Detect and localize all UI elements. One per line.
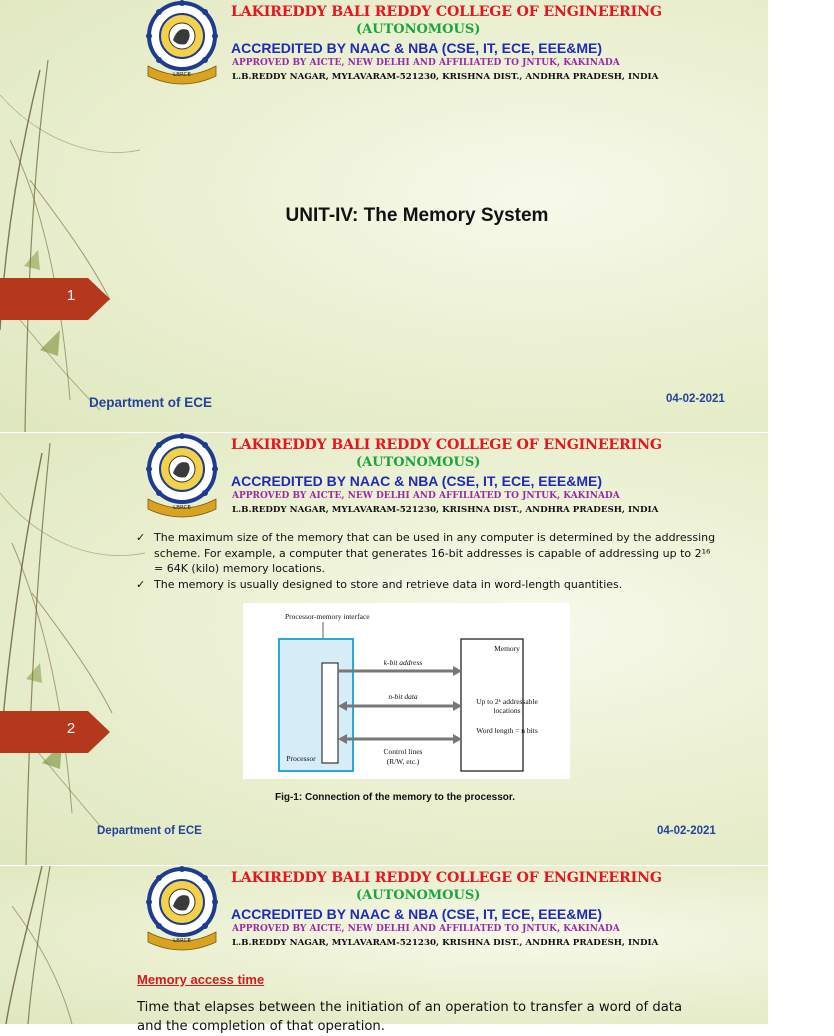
bullet-list: [136, 530, 720, 592]
bullet-item: ✓ The maximum size of the memory that can be used in any computer is determined by the addressing scheme. For example, a computer that generates 16-bit addresses is capable of addressing up to 2¹⁶ = 64K (kilo) memory locations.: [136, 531, 716, 575]
slide-3: [0, 866, 768, 1034]
section-body: Time that elapses between the initiation of an operation to transfer a word of data and the completion of that operation.: [137, 1000, 683, 1034]
svg-text:k-bit address: k-bit address: [383, 658, 423, 667]
slide-number-badge: [0, 711, 110, 751]
college-name: LAKIREDDY BALI REDDY COLLEGE OF ENGINEERING: [231, 4, 662, 20]
svg-text:Up to 2ᵏ addressable: Up to 2ᵏ addressable: [476, 697, 538, 706]
college-name: LAKIREDDY BALI REDDY COLLEGE OF ENGINEERING: [231, 437, 662, 453]
svg-text:locations: locations: [493, 706, 521, 715]
department-label: Department of ECE: [97, 825, 202, 837]
college-header: [142, 433, 742, 523]
checkmark-icon: ✓: [136, 577, 146, 591]
svg-text:Word length = n bits: Word length = n bits: [476, 726, 538, 735]
approval-line: APPROVED BY AICTE, NEW DELHI AND AFFILIATED TO JNTUK, KAKINADA: [232, 491, 620, 501]
decorative-branches: [0, 866, 150, 1024]
approval-line: APPROVED BY AICTE, NEW DELHI AND AFFILIATED TO JNTUK, KAKINADA: [232, 58, 620, 68]
accreditation-line: ACCREDITED BY NAAC & NBA (CSE, IT, ECE, EEE&ME): [231, 906, 603, 922]
slide-date: 04-02-2021: [666, 393, 725, 405]
svg-text:Control lines: Control lines: [383, 747, 423, 756]
slide-number: 1: [66, 287, 76, 304]
bullet-item: ✓ The memory is usually designed to store and retrieve data in word-length quantities.: [136, 577, 623, 591]
slide-number-badge: [0, 278, 110, 318]
svg-text:Processor-memory interface: Processor-memory interface: [285, 612, 370, 621]
svg-text:LBRCE: LBRCE: [173, 938, 191, 944]
svg-text:n-bit data: n-bit data: [388, 692, 418, 701]
svg-text:(R/W, etc.): (R/W, etc.): [386, 757, 420, 766]
slide-date: 04-02-2021: [657, 825, 716, 837]
slide-2: [0, 433, 768, 865]
college-name: LAKIREDDY BALI REDDY COLLEGE OF ENGINEERING: [231, 870, 662, 886]
autonomous-label: (AUTONOMOUS): [356, 888, 481, 903]
svg-text:Processor: Processor: [286, 754, 316, 763]
svg-text:LBRCE: LBRCE: [173, 72, 191, 78]
slide-title: UNIT-IV: The Memory System: [285, 205, 549, 226]
autonomous-label: (AUTONOMOUS): [356, 455, 481, 470]
accreditation-line: ACCREDITED BY NAAC & NBA (CSE, IT, ECE, EEE&ME): [231, 473, 603, 489]
accreditation-line: ACCREDITED BY NAAC & NBA (CSE, IT, ECE, EEE&ME): [231, 40, 603, 56]
college-logo: [142, 866, 227, 951]
address-line: L.B.REDDY NAGAR, MYLAVARAM-521230, KRISHNA DIST., ANDHRA PRADESH, INDIA: [232, 938, 659, 948]
autonomous-label: (AUTONOMOUS): [356, 22, 481, 37]
figure-caption: Fig-1: Connection of the memory to the processor.: [274, 792, 516, 803]
slide-1: [0, 0, 768, 432]
section-heading: Memory access time: [137, 972, 265, 987]
svg-text:LBRCE: LBRCE: [173, 505, 191, 511]
svg-text:Memory: Memory: [494, 644, 520, 653]
approval-line: APPROVED BY AICTE, NEW DELHI AND AFFILIATED TO JNTUK, KAKINADA: [232, 924, 620, 934]
college-header: [142, 0, 742, 90]
college-header: [142, 866, 742, 956]
address-line: L.B.REDDY NAGAR, MYLAVARAM-521230, KRISHNA DIST., ANDHRA PRADESH, INDIA: [232, 72, 659, 82]
college-logo: [142, 0, 227, 85]
slide-number: 2: [66, 720, 76, 737]
checkmark-icon: ✓: [136, 531, 146, 544]
memory-interface-figure: [243, 603, 570, 779]
college-logo: [142, 433, 227, 518]
address-line: L.B.REDDY NAGAR, MYLAVARAM-521230, KRISHNA DIST., ANDHRA PRADESH, INDIA: [232, 505, 659, 515]
department-label: Department of ECE: [89, 395, 213, 410]
